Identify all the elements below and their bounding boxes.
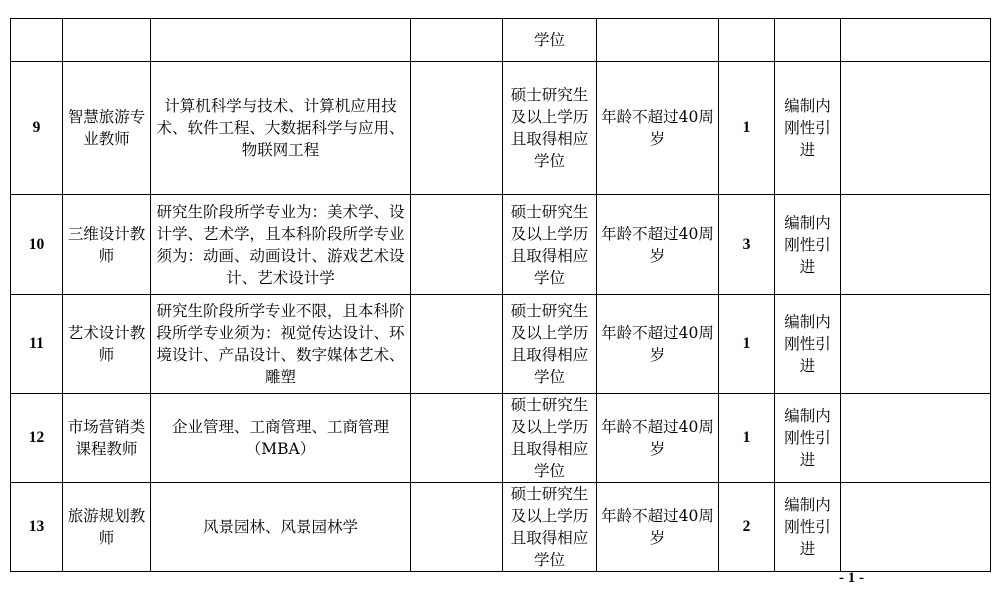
table-row	[11, 195, 991, 295]
cell-no: 10	[11, 195, 63, 295]
cell-other	[411, 62, 503, 195]
cell-other	[411, 483, 503, 572]
cell-extra	[841, 62, 991, 195]
cell-count	[719, 19, 775, 62]
table-row	[11, 483, 991, 572]
cell-position: 旅游规划教师	[63, 483, 151, 572]
cell-position: 智慧旅游专业教师	[63, 62, 151, 195]
cell-extra	[841, 19, 991, 62]
cell-note	[775, 19, 841, 62]
cell-count: 1	[719, 295, 775, 394]
cell-age: 年龄不超过40周岁	[597, 62, 719, 195]
cell-major: 企业管理、工商管理、工商管理（MBA）	[151, 394, 411, 483]
cell-education: 硕士研究生及以上学历且取得相应学位	[503, 483, 597, 572]
cell-major: 计算机科学与技术、计算机应用技术、软件工程、大数据科学与应用、物联网工程	[151, 62, 411, 195]
cell-no: 11	[11, 295, 63, 394]
cell-major: 风景园林、风景园林学	[151, 483, 411, 572]
cell-age: 年龄不超过40周岁	[597, 483, 719, 572]
table-row	[11, 394, 991, 483]
table-row	[11, 19, 991, 62]
cell-major: 研究生阶段所学专业为：美术学、设计学、艺术学，且本科阶段所学专业须为：动画、动画设计、游戏艺术设计、艺术设计学	[151, 195, 411, 295]
cell-extra	[841, 483, 991, 572]
cell-other	[411, 195, 503, 295]
cell-other	[411, 19, 503, 62]
cell-extra	[841, 394, 991, 483]
cell-education: 硕士研究生及以上学历且取得相应学位	[503, 394, 597, 483]
cell-count: 2	[719, 483, 775, 572]
table-row	[11, 295, 991, 394]
cell-count: 1	[719, 62, 775, 195]
cell-count: 1	[719, 394, 775, 483]
cell-position: 三维设计教师	[63, 195, 151, 295]
cell-count: 3	[719, 195, 775, 295]
page-number: - 1 -	[839, 570, 864, 586]
cell-note: 编制内刚性引进	[775, 394, 841, 483]
recruitment-table	[10, 18, 991, 572]
cell-major: 研究生阶段所学专业不限，且本科阶段所学专业须为：视觉传达设计、环境设计、产品设计、数字媒体艺术、雕塑	[151, 295, 411, 394]
cell-education: 学位	[503, 19, 597, 62]
table-row	[11, 62, 991, 195]
cell-position	[63, 19, 151, 62]
cell-position: 艺术设计教师	[63, 295, 151, 394]
cell-no	[11, 19, 63, 62]
cell-note: 编制内刚性引进	[775, 483, 841, 572]
cell-position: 市场营销类课程教师	[63, 394, 151, 483]
cell-extra	[841, 195, 991, 295]
cell-age: 年龄不超过40周岁	[597, 195, 719, 295]
cell-education: 硕士研究生及以上学历且取得相应学位	[503, 62, 597, 195]
cell-education: 硕士研究生及以上学历且取得相应学位	[503, 295, 597, 394]
cell-extra	[841, 295, 991, 394]
cell-education: 硕士研究生及以上学历且取得相应学位	[503, 195, 597, 295]
cell-note: 编制内刚性引进	[775, 295, 841, 394]
cell-age: 年龄不超过40周岁	[597, 394, 719, 483]
cell-note: 编制内刚性引进	[775, 62, 841, 195]
cell-other	[411, 295, 503, 394]
cell-note: 编制内刚性引进	[775, 195, 841, 295]
cell-age	[597, 19, 719, 62]
cell-no: 13	[11, 483, 63, 572]
cell-no: 9	[11, 62, 63, 195]
cell-other	[411, 394, 503, 483]
cell-no: 12	[11, 394, 63, 483]
cell-major	[151, 19, 411, 62]
cell-age: 年龄不超过40周岁	[597, 295, 719, 394]
